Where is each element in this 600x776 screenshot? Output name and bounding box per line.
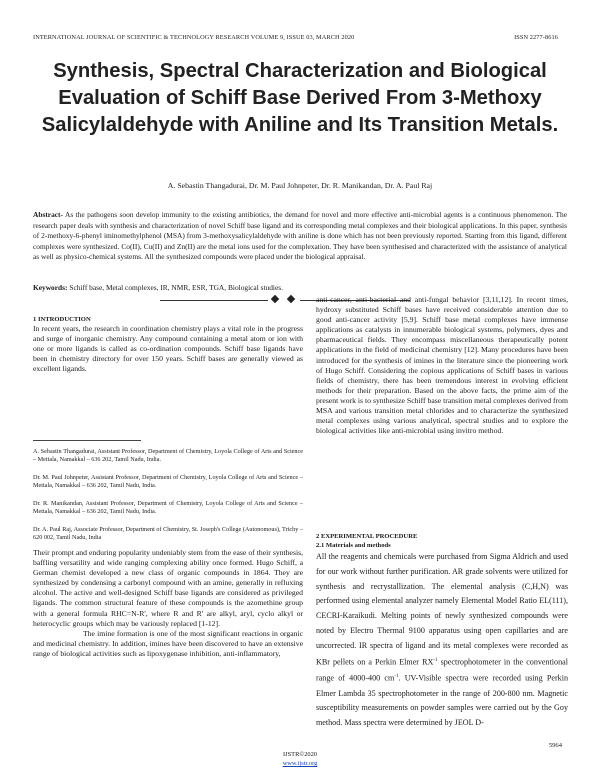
materials-paragraph: All the reagents and chemicals were purchased from Sigma Aldrich and used for our work without further purification. AR grade solvents were utilized for synthesis and recrystallization. The elemental analysis (C,H,N) was performed using elemental analyzer namely Elemental Model Ratio EL(111), CECRI-Karaikudi. Melting points of newly synthesized compounds were noted by Electro Thermal 9100 apparatus using open capillaries and are uncorrected. IR spectra of ligand and its metal complexes were recorded as KBr pellets on a Perkin Elmer $RX^{-1}$ spectrophotometer in the conventional range of 4000-400 $cm^{-1}$. UV-Visible spectra were recorded using Perkin Elmer Lambda 35 spectrophotometer in the range of 200-800 nm. Magnetic susceptibility measurements on powder samples were carried out by the Goy method. Mass spectra were determined by JEOL D- bbox=[316, 552, 568, 728]
abstract-label: Abstract- bbox=[33, 210, 63, 219]
footnote-author-4: Dr. A. Paul Raj, Associate Professor, Department of Chemistry, St. Joseph's College (Autonomous), Trichy – 620 002, Tamil Nadu, India bbox=[33, 526, 303, 542]
author-list: A. Sebastin Thangadurai, Dr. M. Paul Johnpeter, Dr. R. Manikandan, Dr. A. Paul Raj bbox=[167, 181, 433, 190]
divider-line-left bbox=[160, 300, 268, 301]
experimental-heading: 2 EXPERIMENTAL PROCEDURE bbox=[316, 533, 418, 540]
intro-paragraph-3: The imine formation is one of the most significant reactions in organic and medicinal chemistry. In addition, imines have been discovered to have an extensive range of biological activities such as lipoxygenase inhibition, anti-inflammatory, bbox=[33, 628, 303, 658]
intro-paragraph-1: In recent years, the research in coordination chemistry plays a vital role in the progress and surge of inorganic chemistry. Any compound containing a metal atom or ion with one or more ligands is called as co-ordination compounds. Schiff base ligands have been in chemistry directory for over 150 years. Schiff bases are generally viewed as excellent ligands. bbox=[33, 324, 303, 374]
experimental-section bbox=[316, 532, 568, 731]
issn-header: ISSN 2277-8616 bbox=[514, 34, 558, 41]
intro-paragraph-2: Their prompt and enduring popularity undeniably stem from the ease of their synthesis, baffling versatility and wide ranging complexing ability once formed. Hugo Schiff, a German chemist developed a new class of organic compounds in 1864. They are synthesized by condensing a carbonyl compound with an amine, generally in refluxing alcohol. The active and well-designed Schiff base ligands are considered as privileged ligands. The common structural feature of these compounds is the azomethine group with a general formula RHC=N-R', where R and R' are alkyl, aryl, cyclo alkyl or heterocyclic groups which may be variously replaced [1-12]. bbox=[33, 548, 303, 628]
intro-column-2 bbox=[316, 295, 568, 436]
journal-header: INTERNATIONAL JOURNAL OF SCIENTIFIC & TECHNOLOGY RESEARCH VOLUME 9, ISSUE 03, MARCH 2020 bbox=[33, 34, 355, 41]
abstract-text: As the pathogens soon develop immunity to the existing antibiotics, the demand for novel and more effective anti-microbial agents is a continuous phenomenon. The research paper deals with synthesis and characterization of novel Schiff base ligand and its corresponding metal complexes and their biological applications. In this paper, synthesis of 2-methoxy-6-phenyl iminomethylphenol (MSA) from 3-methoxysalicylaldehyde with aniline is done which has not been previously reported. Starting from this ligand, different complexes were synthesized. Co(II), Cu(II) and Zn(II) are the metal ions used for the complexation. They have been synthesised and characterized with the assistance of analytical as well as physico-chemical systems. All the synthesized compounds were placed under the biological appraisal. bbox=[33, 210, 567, 262]
keywords-text: Schiff base, Metal complexes, IR, NMR, ESR, TGA, Biological studies. bbox=[67, 283, 283, 292]
intro-continued bbox=[33, 548, 303, 659]
intro-paragraph-4: anti-cancer, anti-bacterial and anti-fungal behavior [3,11,12]. In recent times, hydroxy substituted Schiff bases have received considerable attention due to good anti-cancer activity [5,9]. Schiff base metal complexes have immense applications as catalysts in innumerable biological systems, polymers, dyes and pharmaceutical fields. They encompass miscellaneous therapeutically potent applications in the field of medicinal chemistry [12]. Many procedures have been introduced for the synthesis of imines in the literature since the pioneering work of Hugo Schiff. Considering the copious applications of Schiff bases in various fields of chemistry, there has been tremendous interest in evolving efficient methods for their preparation. Based on the above facts, the prime aim of the present work is to synthesize Schiff base transition metal complexes derived from MSA and various transition metal chlorides and to characterize the synthesized metal complexes using various analytical, spectral studies and to explore the biological activities like anti-microbial using invitro method. bbox=[316, 295, 568, 436]
paper-title: Synthesis, Spectral Characterization and Biological Evaluation of Schiff Base Derived From 3-Methoxy Salicylaldehyde with Aniline and Its Transition Metals. bbox=[41, 60, 559, 136]
materials-subheading: 2.1 Materials and methods bbox=[316, 542, 391, 549]
footnote-author-2: Dr. M. Paul Johnpeter, Assistant Professor, Department of Chemistry, Loyola College of Arts and Science – Mettala, Namakkal – 636 202, Tamil Nadu, India. bbox=[33, 474, 303, 490]
abstract bbox=[33, 210, 567, 263]
intro-section bbox=[33, 315, 303, 374]
divider-diamond-icon bbox=[271, 295, 279, 303]
keywords-label: Keywords: bbox=[33, 283, 68, 292]
footnote-rule bbox=[33, 440, 141, 441]
footnote-author-1: A. Sebastin Thangadurai, Assistant Professor, Department of Chemistry, Loyola College of Arts and Science – Mettala, Namakkal – 636 202, Tamil Nadu, India. bbox=[33, 448, 303, 464]
keywords bbox=[33, 283, 323, 293]
footer-code: IJSTR©2020 bbox=[283, 751, 317, 758]
divider-diamond-icon bbox=[287, 295, 295, 303]
footer-url-link[interactable]: www.ijstr.org bbox=[282, 760, 318, 767]
page-number: 5964 bbox=[548, 742, 562, 749]
footer-url-wrap bbox=[0, 760, 600, 767]
footnote-author-3: Dr. R. Manikandan, Assistant Professor, Department of Chemistry, Loyola College of Arts and Science – Mettala, Namakkal – 636 202, Tamil Nadu, India. bbox=[33, 500, 303, 516]
intro-heading: 1 INTRODUCTION bbox=[33, 316, 91, 323]
